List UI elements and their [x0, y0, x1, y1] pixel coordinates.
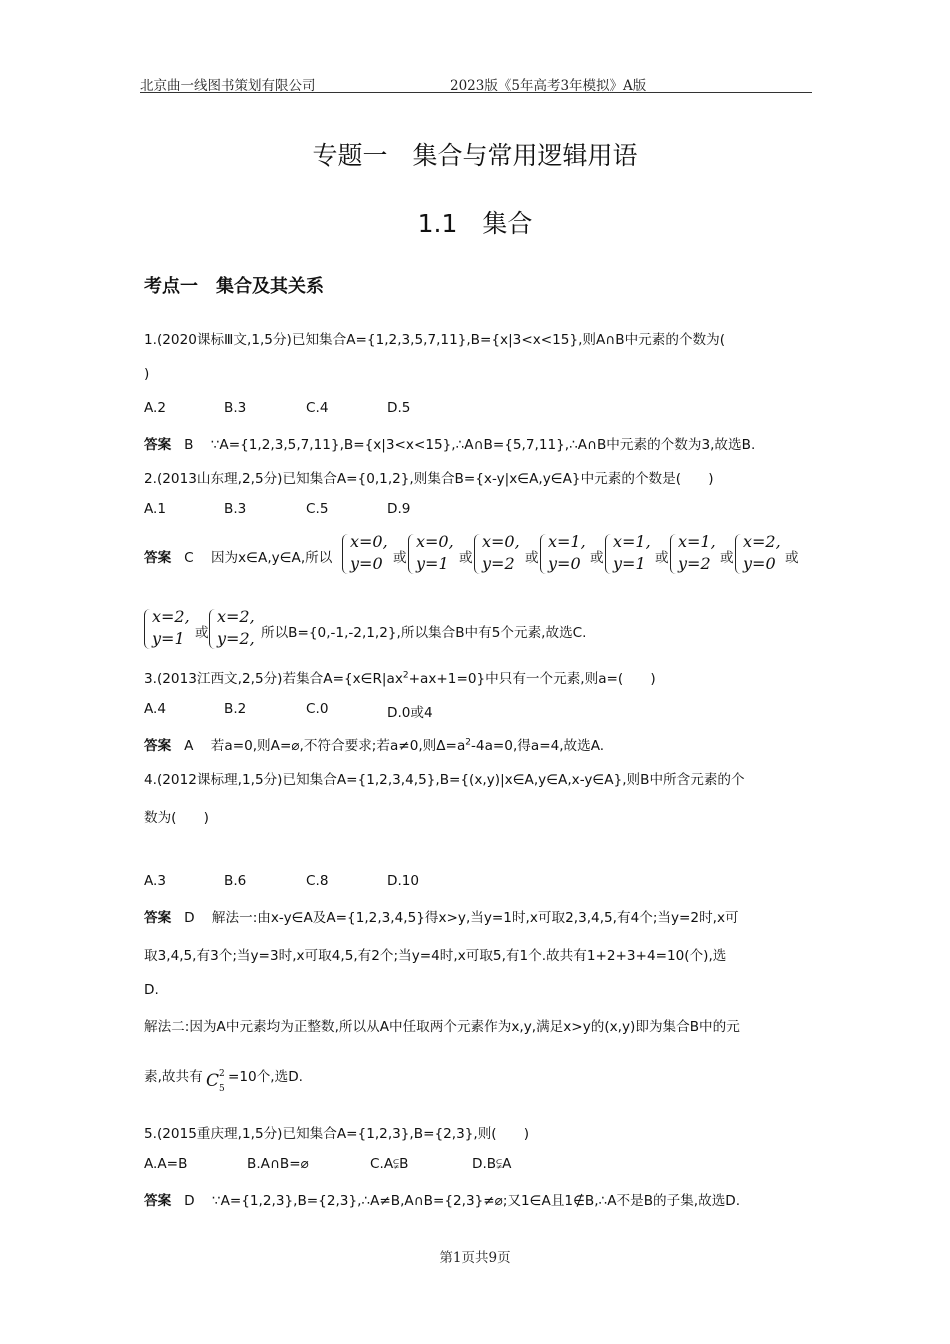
- q3-option-b: B.2: [224, 701, 247, 717]
- q4-answer-line: [144, 906, 739, 926]
- q1-option-d: D.5: [387, 400, 411, 416]
- q5-option-c: C.A⫋B: [370, 1156, 409, 1172]
- q2-answer-line: [144, 546, 332, 566]
- answer-label: 答案: [144, 910, 172, 926]
- or-word: 或: [655, 550, 669, 566]
- q4-option-b: B.6: [224, 873, 247, 889]
- q4-method2-suffix: =10个,选D.: [228, 1069, 303, 1085]
- q4-option-d: D.10: [387, 873, 420, 889]
- q1-stem-end: ): [144, 366, 150, 382]
- q4-method2-line1: 解法二:因为A中元素均为正整数,所以从A中任取两个元素作为x,y,满足x>y的(x,y)即为集合B中的元: [144, 1019, 740, 1035]
- q5-option-b: B.A∩B=⌀: [247, 1156, 309, 1172]
- or-word: 或: [393, 550, 407, 566]
- page-number-footer: 第1页共9页: [439, 1250, 511, 1266]
- or-word: 或: [720, 550, 734, 566]
- q4-stem-line1: 4.(2012课标理,1,5分)已知集合A={1,2,3,4,5},B={(x,y)|x∈A,y∈A,x-y∈A},则B中所含元素的个: [144, 772, 745, 788]
- q3-stem: 3.(2013江西文,2,5分)若集合$A=\{x\in R|ax^2+ax+1=0\}$中只有一个元素,则a=( ): [144, 670, 656, 687]
- q5-answer-choice: D: [184, 1193, 195, 1209]
- q2-option-a: A.1: [144, 501, 167, 517]
- q3-option-c: C.0: [306, 701, 329, 717]
- q2-option-d: D.9: [387, 501, 411, 517]
- answer-label: 答案: [144, 738, 172, 754]
- q3-answer-choice: A: [184, 738, 194, 754]
- q1-stem: 1.(2020课标Ⅲ文,1,5分)已知集合A={1,2,3,5,7,11},B={x|3<x<15},则A∩B中元素的个数为(: [144, 332, 726, 348]
- q3-answer-line: [144, 734, 604, 754]
- q1-explanation: ∵A={1,2,3,5,7,11},B={x|3<x<15},∴A∩B={5,7,11},∴A∩B中元素的个数为3,故选B.: [210, 437, 756, 453]
- q2-explanation-start: 因为x∈A,y∈A,所以: [210, 550, 333, 566]
- q4-method2-prefix: 素,故共有: [144, 1069, 203, 1085]
- q1-option-a: A.2: [144, 400, 167, 416]
- q1-answer-line: [144, 433, 755, 453]
- q5-answer-line: [144, 1189, 740, 1209]
- answer-label: 答案: [144, 437, 172, 453]
- q1-option-b: B.3: [224, 400, 247, 416]
- combination-symbol: C 2 5: [206, 1069, 225, 1094]
- q2-explanation-end: 所以B={0,-1,-2,1,2},所以集合B中有5个元素,故选C.: [261, 625, 587, 641]
- q3-option-a: A.4: [144, 701, 167, 717]
- header-divider: [140, 92, 812, 93]
- or-word: 或: [459, 550, 473, 566]
- or-word: 或: [785, 550, 799, 566]
- q3-explanation: 若a=0,则A=⌀,不符合要求;若a≠0,则$\Delta=a^2-4a=0$,得a=4,故选A.: [210, 737, 605, 754]
- q5-option-d: D.B⫋A: [472, 1156, 512, 1172]
- q4-explanation-line3: D.: [144, 982, 159, 998]
- or-word: 或: [195, 625, 209, 641]
- q3-option-d: D.0或4: [387, 705, 433, 721]
- q5-stem: 5.(2015重庆理,1,5分)已知集合A={1,2,3},B={2,3},则( ): [144, 1126, 530, 1142]
- q4-option-a: A.3: [144, 873, 167, 889]
- q2-option-c: C.5: [306, 501, 329, 517]
- q2-answer-choice: C: [184, 550, 194, 566]
- q4-explanation-line1: 解法一:由x-y∈A及A={1,2,3,4,5}得x>y,当y=1时,x可取2,3,4,5,有4个;当y=2时,x可: [211, 910, 739, 926]
- q4-answer-choice: D: [184, 910, 195, 926]
- answer-label: 答案: [144, 1193, 172, 1209]
- or-word: 或: [590, 550, 604, 566]
- q5-explanation: ∵A={1,2,3},B={2,3},∴A≠B,A∩B={2,3}≠⌀;又1∈A且1∉B,∴A不是B的子集,故选D.: [211, 1193, 741, 1209]
- header-company: 北京曲一线图书策划有限公司: [140, 78, 316, 94]
- q5-option-a: A.A=B: [144, 1156, 188, 1172]
- or-word: 或: [525, 550, 539, 566]
- exam-point-heading: 考点一 集合及其关系: [144, 276, 324, 297]
- q1-option-c: C.4: [306, 400, 329, 416]
- q4-stem-line2: 数为( ): [144, 810, 209, 826]
- section-number-title: 1.1 集合: [417, 209, 533, 238]
- q4-option-c: C.8: [306, 873, 329, 889]
- topic-title: 专题一 集合与常用逻辑用语: [312, 141, 638, 170]
- q2-option-b: B.3: [224, 501, 247, 517]
- answer-label: 答案: [144, 550, 172, 566]
- q4-explanation-line2: 取3,4,5,有3个;当y=3时,x可取4,5,有2个;当y=4时,x可取5,有1个.故共有1+2+3+4=10(个),选: [144, 948, 727, 964]
- header-book-title: 2023版《5年高考3年模拟》A版: [450, 78, 647, 94]
- q2-stem: 2.(2013山东理,2,5分)已知集合A={0,1,2},则集合B={x-y|x∈A,y∈A}中元素的个数是( ): [144, 471, 714, 487]
- q1-answer-choice: B: [184, 437, 194, 453]
